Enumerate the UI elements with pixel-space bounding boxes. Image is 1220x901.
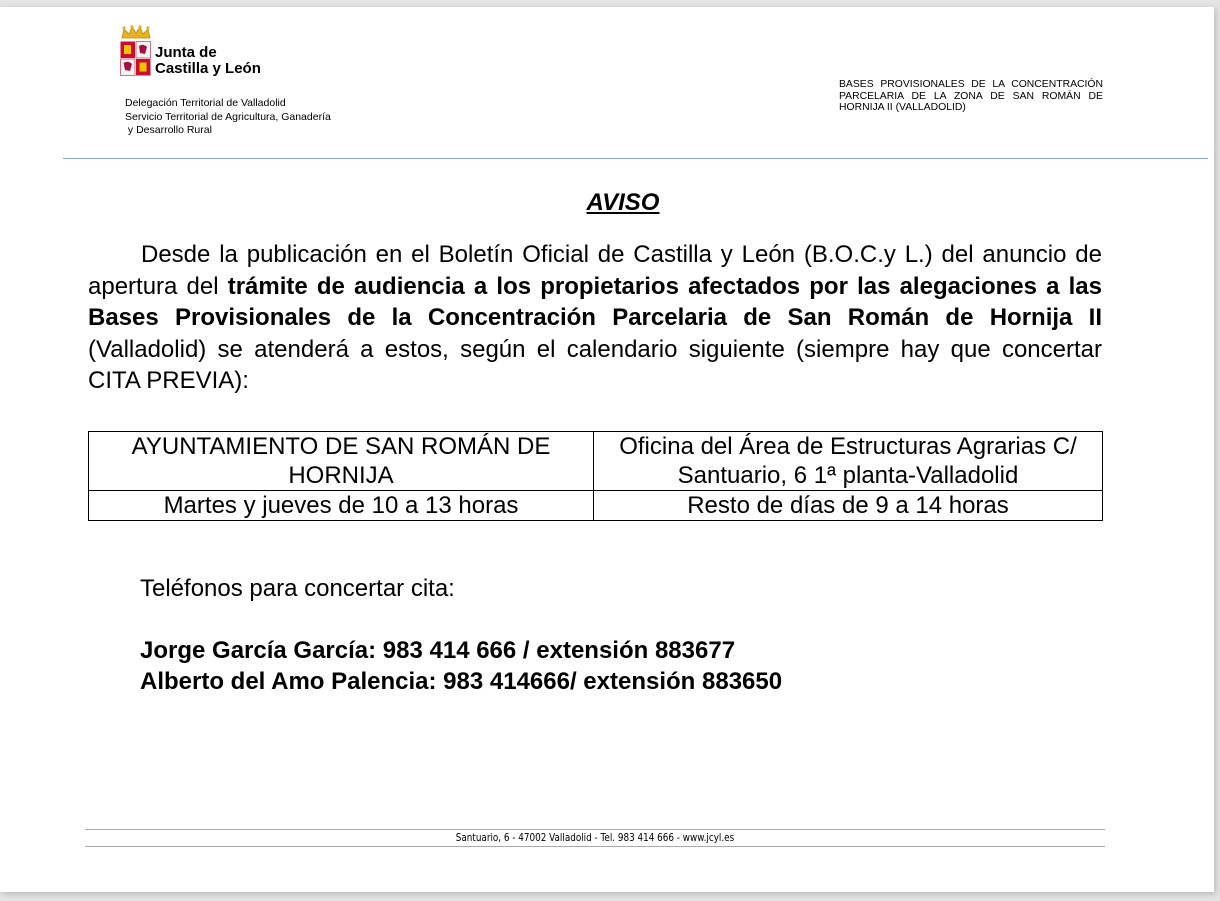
contact-jorge: Jorge García García: 983 414 666 / extensión 883677 <box>140 637 736 664</box>
coat-of-arms-icon <box>120 41 151 76</box>
org-name-line1: Junta de <box>155 44 217 61</box>
notice-title: AVISO <box>586 189 660 216</box>
contact-alberto: Alberto del Amo Palencia: 983 414666/ extensión 883650 <box>140 668 783 695</box>
service-line-cont: y Desarrollo Rural <box>125 124 212 136</box>
footer-divider-bottom <box>85 846 1105 847</box>
intro-text-1: Desde la publicación en el Boletín Oficial de Castilla y León (B.O.C.y L.) del anuncio de apertura del <box>88 241 1102 300</box>
footer-address: Santuario, 6 - 47002 Valladolid - Tel. 983 414 666 - www.jcyl.es <box>455 832 735 844</box>
phones-label: Teléfonos para concertar cita: <box>140 575 455 602</box>
intro-text-2: (Valladolid) se atenderá a estos, según el calendario siguiente (siempre hay que concertar CITA PREVIA): <box>88 335 1102 394</box>
crown-icon <box>121 25 151 39</box>
org-name-line2: Castilla y León <box>155 60 261 77</box>
table-row <box>89 491 1103 521</box>
intro-text-bold: trámite de audiencia a los propietarios afectados por las alegaciones a las Bases Provisionales de la Concentración Parcelaria de San Román de Hornija II <box>88 272 1102 331</box>
table-cell-hours-oficina: Resto de días de 9 a 14 horas <box>594 491 1103 521</box>
document-page <box>0 7 1214 892</box>
notice-intro <box>88 239 1102 397</box>
table-row <box>89 432 1103 491</box>
schedule-table <box>88 431 1103 521</box>
header-divider <box>63 158 1208 159</box>
footer-divider-top <box>85 829 1105 830</box>
document-reference: BASES PROVISIONALES DE LA CONCENTRACIÓN PARCELARIA DE LA ZONA DE SAN ROMÁN DE HORNIJA II (VALLADOLID) <box>839 79 1103 113</box>
delegation-info <box>125 97 331 138</box>
table-cell-hours-ayuntamiento: Martes y jueves de 10 a 13 horas <box>89 491 594 521</box>
org-name <box>155 45 261 77</box>
contact-list <box>140 635 782 697</box>
delegation-line: Delegación Territorial de Valladolid <box>125 97 286 109</box>
service-line: Servicio Territorial de Agricultura, Ganadería <box>125 110 331 123</box>
table-cell-oficina: Oficina del Área de Estructuras Agrarias C/ Santuario, 6 1ª planta-Valladolid <box>594 432 1103 491</box>
table-cell-ayuntamiento: AYUNTAMIENTO DE SAN ROMÁN DE HORNIJA <box>89 432 594 491</box>
